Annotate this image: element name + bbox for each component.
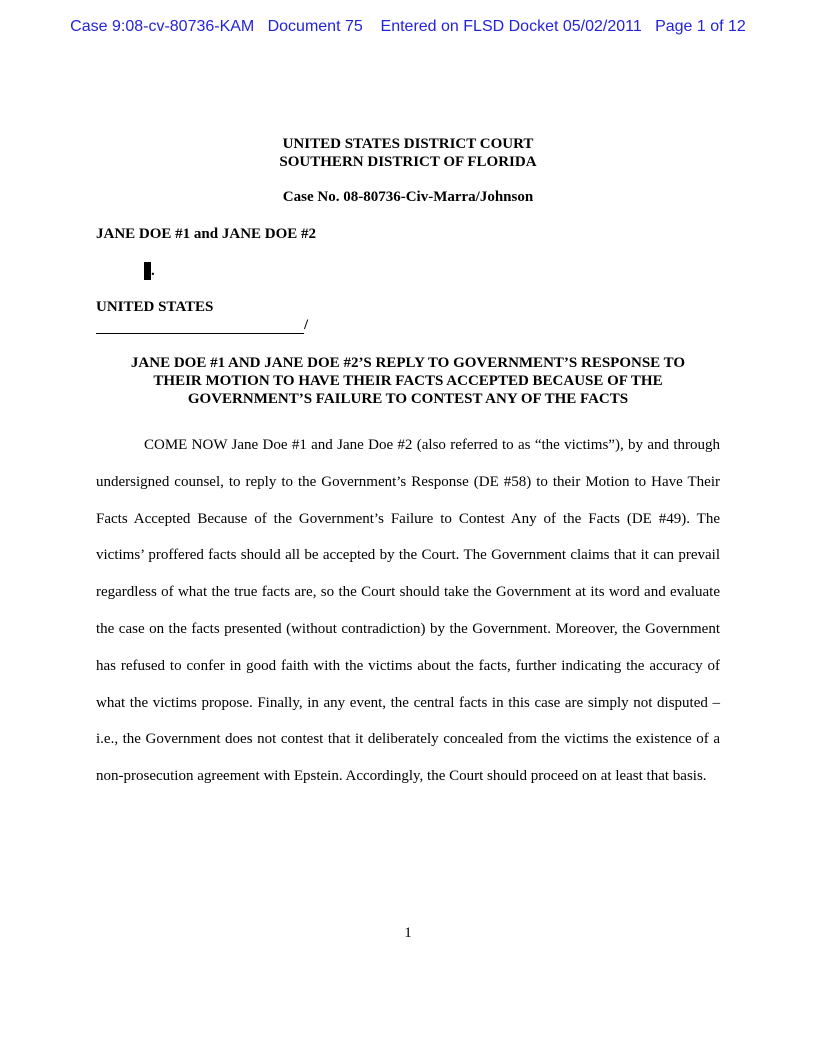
- versus-suffix: .: [151, 263, 155, 279]
- body-paragraph: COME NOW Jane Doe #1 and Jane Doe #2 (also referred to as “the victims”), by and through undersigned counsel, to reply to the Government’s Response (DE #58) to their Motion to Have Their Facts Accepted Because of the Government’s Failure to Contest Any of the Facts (DE #49). The victims’ proffered facts should all be accepted by the Court. The Government claims that it can prevail regardless of what the true facts are, so the Court should take the Government at its word and evaluate the case on the facts presented (without contradiction) by the Government. Moreover, the Government has refused to confer in good faith with the victims about the facts, further indicating the accuracy of what the victims propose. Finally, in any event, the central facts in this case are simply not disputed – i.e., the Government does not contest that it deliberately concealed from the victims the existence of a non-prosecution agreement with Epstein. Accordingly, the Court should proceed on at least that basis.: [96, 437, 720, 785]
- title-line-1: JANE DOE #1 AND JANE DOE #2’S REPLY TO GOVERNMENT’S RESPONSE TO: [130, 355, 686, 371]
- defendant-caption: UNITED STATES: [96, 299, 214, 315]
- document-title: [96, 354, 720, 408]
- redaction-bar: [144, 262, 151, 280]
- court-heading: [0, 135, 816, 171]
- caption-slash: /: [304, 317, 309, 333]
- title-line-3: GOVERNMENT’S FAILURE TO CONTEST ANY OF THE FACTS: [187, 391, 629, 407]
- title-line-2: THEIR MOTION TO HAVE THEIR FACTS ACCEPTED BECAUSE OF THE: [153, 373, 663, 389]
- plaintiffs-caption: JANE DOE #1 and JANE DOE #2: [96, 226, 317, 242]
- page-number: 1: [404, 925, 412, 941]
- versus-marker: [144, 262, 155, 280]
- caption-closing-line: [96, 316, 308, 334]
- court-district-line: SOUTHERN DISTRICT OF FLORIDA: [279, 154, 537, 170]
- court-name-line: UNITED STATES DISTRICT COURT: [282, 136, 534, 152]
- docket-header-stamp: Case 9:08-cv-80736-KAM Document 75 Entered on FLSD Docket 05/02/2011 Page 1 of 12: [70, 18, 746, 35]
- case-number: Case No. 08-80736-Civ-Marra/Johnson: [282, 189, 534, 205]
- caption-underline: [96, 316, 304, 334]
